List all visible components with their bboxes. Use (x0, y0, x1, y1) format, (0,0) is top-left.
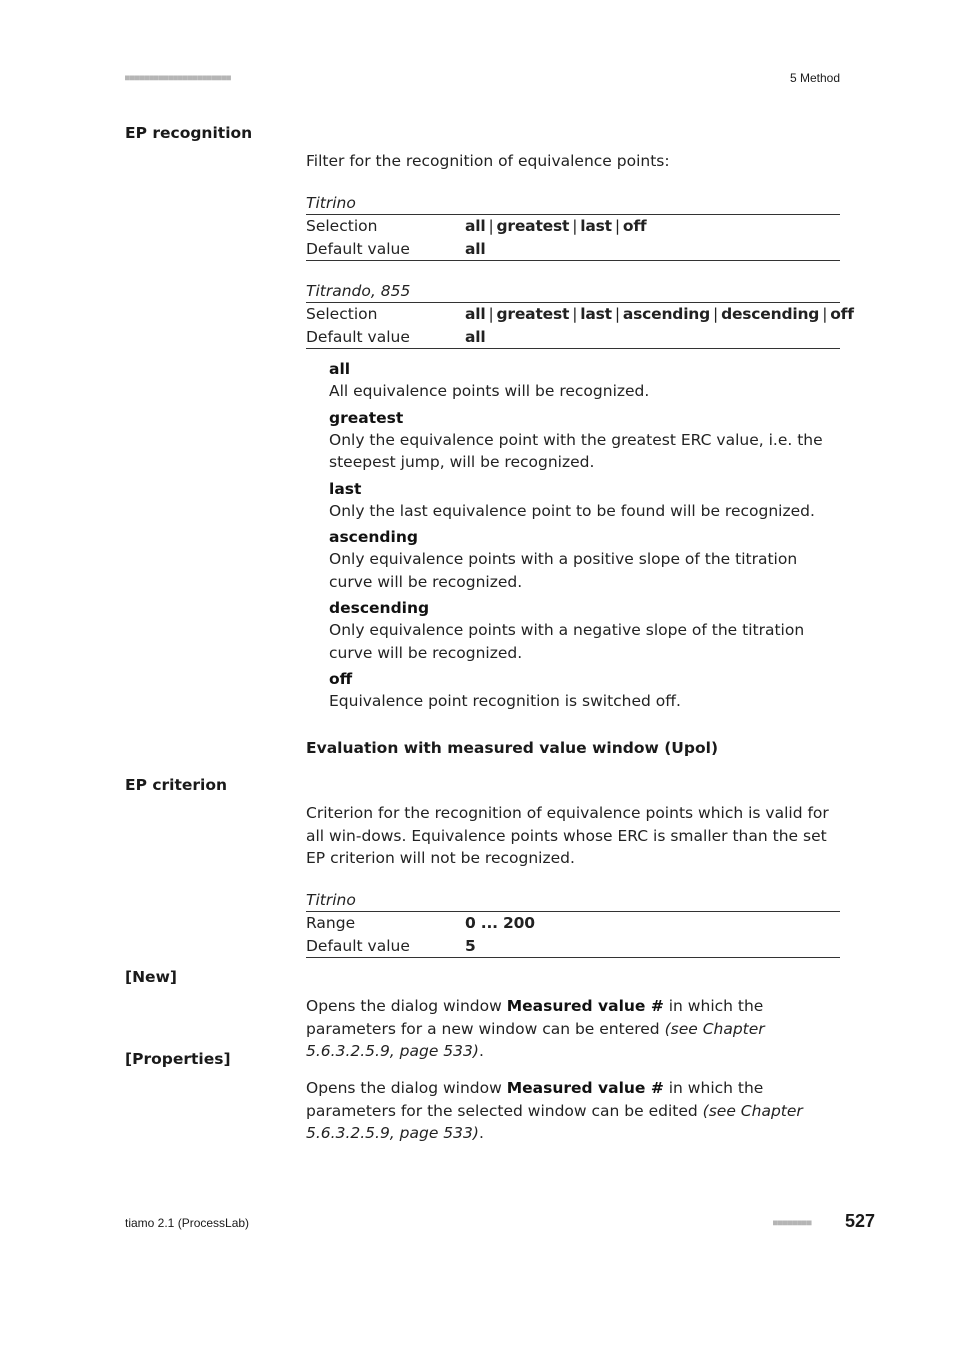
section-title-properties: [Properties] (125, 1050, 231, 1068)
option-value: last (580, 217, 612, 235)
option-term: all (329, 360, 351, 378)
row-value: all | greatest | last | off (465, 217, 647, 235)
row-label: Default value (306, 936, 410, 955)
table-row (306, 215, 840, 238)
new-description (306, 995, 840, 1063)
chapter-reference-link[interactable]: (see Chapter 5.6.3.2.5.9, page 533) (306, 1101, 803, 1142)
section-title-new: [New] (125, 968, 177, 986)
text: Opens the dialog window (306, 1079, 507, 1097)
table-row (306, 935, 840, 959)
option-value: off (830, 305, 854, 323)
option-description: Only equivalence points with a positive slope of the titration curve will be recognized. (329, 550, 798, 591)
row-value: all | greatest | last | ascending | descending | off (465, 305, 854, 323)
table-row (306, 326, 840, 350)
ep-criterion-range-table (306, 889, 840, 958)
table-row (306, 238, 840, 262)
row-label: Range (306, 914, 356, 932)
section-title-ep-recognition: EP recognition (125, 124, 253, 142)
chapter-reference-link[interactable]: (see Chapter 5.6.3.2.5.9, page 533) (306, 1019, 765, 1060)
option-description: Only equivalence points with a negative slope of the titration curve will be recognized. (329, 621, 805, 662)
dialog-name: Measured value # (506, 997, 664, 1015)
option-value: off (622, 217, 647, 235)
row-value: all (465, 327, 486, 346)
table-row (306, 303, 854, 326)
titrando-selection-table (306, 280, 854, 349)
ep-recognition-intro: Filter for the recognition of equivalence points: (306, 152, 670, 170)
option-term: descending (329, 599, 430, 617)
option-term: ascending (329, 528, 418, 546)
row-value: all (465, 239, 486, 258)
dialog-name: Measured value # (506, 1079, 664, 1097)
option-description: Only the equivalence point with the greatest ERC value, i.e. the steepest jump, will be recognized. (329, 430, 823, 471)
table-caption: Titrino (306, 192, 840, 215)
header-chapter: 5 Method (789, 71, 840, 85)
titrino-selection-table (306, 192, 840, 261)
option-definition-list (329, 358, 841, 717)
row-value: 5 (465, 936, 476, 955)
option-value: greatest (496, 217, 570, 235)
evaluation-heading: Evaluation with measured value window (Upol) (306, 739, 719, 757)
properties-description (306, 1077, 840, 1145)
text: . (478, 1042, 484, 1060)
option-description: All equivalence points will be recognized. (329, 382, 650, 400)
option-description: Equivalence point recognition is switched off. (329, 692, 681, 710)
option-value: all (465, 217, 486, 235)
option-value: greatest (496, 305, 570, 323)
row-value: 0 ... 200 (465, 914, 535, 932)
option-value: last (580, 305, 612, 323)
option-description: Only the last equivalence point to be found will be recognized. (329, 501, 815, 520)
table-caption: Titrando, 855 (306, 280, 840, 303)
footer-product: tiamo 2.1 (ProcessLab) (125, 1216, 250, 1230)
footer-decoration: ■■■■■■■■ (773, 1218, 812, 1227)
option-term: greatest (329, 408, 404, 427)
page-number: 527 (845, 1211, 876, 1231)
option-term: off (329, 670, 353, 688)
option-term: last (329, 479, 362, 498)
row-label: Selection (306, 217, 378, 235)
option-value: ascending (622, 305, 711, 323)
ep-criterion-text: Criterion for the recognition of equivalence points which is valid for all win-dows. Equivalence points whose ERC is smaller than the set EP criterion will not be recognized. (306, 804, 829, 867)
text: in which the parameters for the selected window can be edited (306, 1079, 764, 1120)
section-title-ep-criterion: EP criterion (125, 776, 228, 794)
option-value: all (465, 305, 486, 323)
header-decoration: ■■■■■■■■■■■■■■■■■■■■■■ (125, 73, 231, 82)
option-value: descending (721, 305, 820, 323)
text: Opens the dialog window (306, 997, 507, 1015)
row-label: Selection (306, 305, 378, 323)
table-row (306, 912, 840, 935)
text: . (478, 1124, 484, 1142)
row-label: Default value (306, 239, 410, 258)
text: in which the parameters for a new window can be entered (306, 997, 764, 1038)
table-caption: Titrino (306, 889, 840, 912)
row-label: Default value (306, 327, 410, 346)
